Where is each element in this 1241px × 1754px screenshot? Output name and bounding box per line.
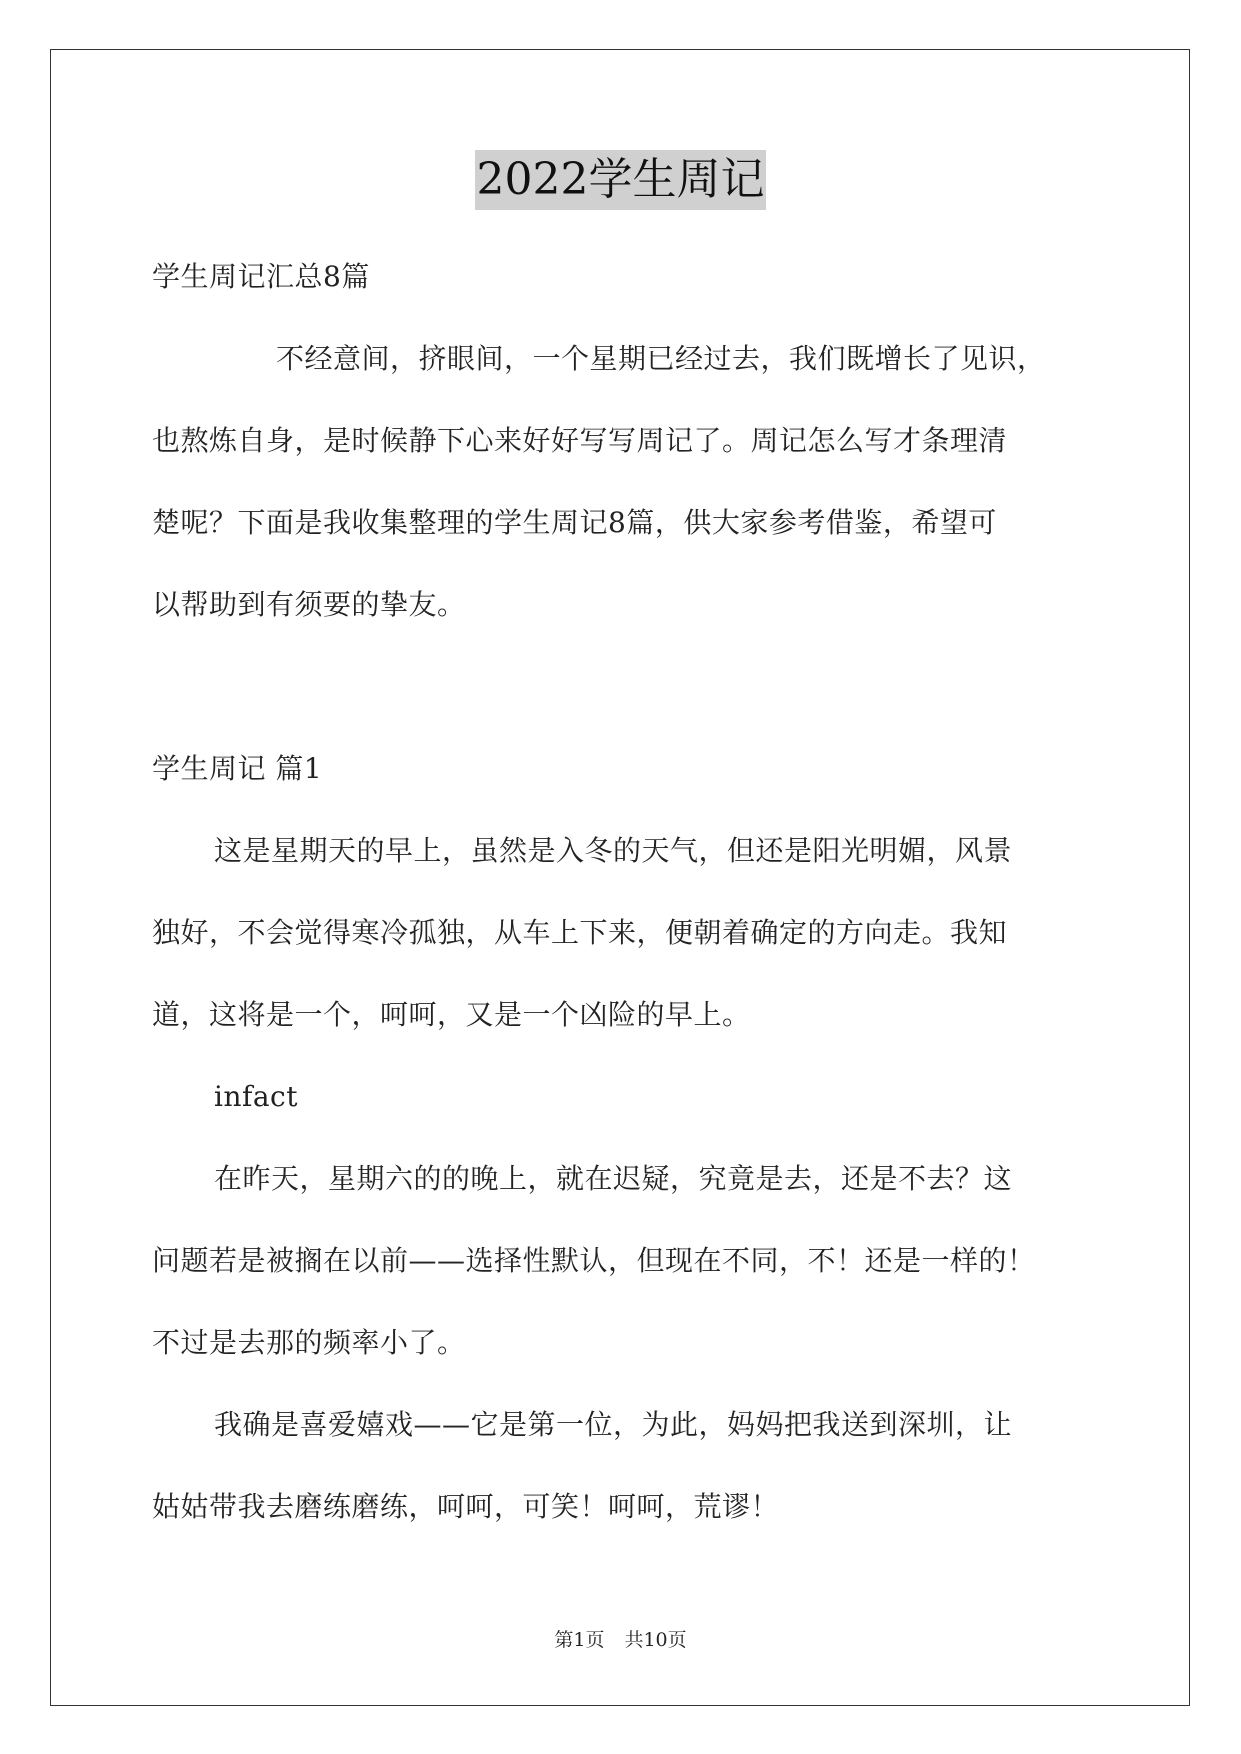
document-body <box>152 236 1097 1548</box>
subtitle-line: 学生周记汇总8篇 <box>152 260 370 293</box>
paragraph-3-line-2: 问题若是被搁在以前——选择性默认，但现在不同，不！还是一样的！ <box>152 1244 1036 1277</box>
section-heading: 学生周记 篇1 <box>152 752 323 785</box>
paragraph-1-line-2: 独好，不会觉得寒冷孤独，从车上下来，便朝着确定的方向走。我知 <box>152 916 1008 949</box>
page-number: 第1页 <box>554 1629 605 1651</box>
page-total: 共10页 <box>624 1629 687 1651</box>
page-footer <box>0 1628 1241 1652</box>
paragraph-3-line-1: 在昨天，星期六的的晚上，就在迟疑，究竟是去，还是不去？这 <box>214 1162 1013 1195</box>
intro-line-4: 以帮助到有须要的挚友。 <box>152 588 466 621</box>
intro-line-1: 不经意间，挤眼间，一个星期已经过去，我们既增长了见识， <box>276 342 1046 375</box>
paragraph-4-line-2: 姑姑带我去磨练磨练，呵呵，可笑！呵呵，荒谬！ <box>152 1490 780 1523</box>
intro-line-2: 也熬炼自身，是时候静下心来好好写写周记了。周记怎么写才条理清 <box>152 424 1008 457</box>
paragraph-4-line-1: 我确是喜爱嬉戏——它是第一位，为此，妈妈把我送到深圳，让 <box>214 1408 1013 1441</box>
paragraph-3-line-3: 不过是去那的频率小了。 <box>152 1326 466 1359</box>
paragraph-1-line-1: 这是星期天的早上，虽然是入冬的天气，但还是阳光明媚，风景 <box>214 834 1013 867</box>
paragraph-gap <box>152 646 1097 728</box>
document-title: 2022学生周记 <box>475 150 767 210</box>
paragraph-2-line-1: infact <box>214 1080 298 1113</box>
intro-line-3: 楚呢？下面是我收集整理的学生周记8篇，供大家参考借鉴，希望可 <box>152 506 997 539</box>
title-container <box>0 150 1241 210</box>
paragraph-1-line-3: 道，这将是一个，呵呵，又是一个凶险的早上。 <box>152 998 751 1031</box>
